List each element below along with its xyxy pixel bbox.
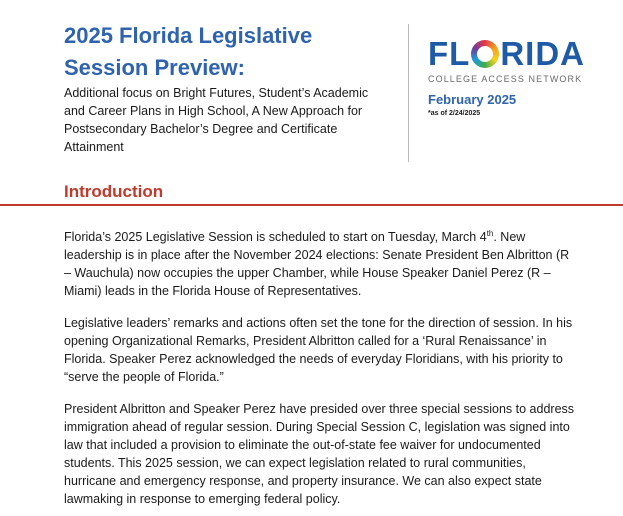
as-of-note: *as of 2/24/2025 xyxy=(428,110,481,117)
logo-word-end: RIDA xyxy=(500,35,585,72)
document-subtitle: Additional focus on Bright Futures, Student’s Academic and Career Plans in High School, A New Approach for Postsecondary Bachelor’s Degree and Certificate Attainment xyxy=(64,86,369,154)
paragraph-1 xyxy=(64,228,578,300)
rainbow-ring-icon xyxy=(471,40,499,68)
section-heading-introduction: Introduction xyxy=(64,182,164,201)
logo-wordmark xyxy=(428,36,618,72)
document-title: 2025 Florida Legislative Session Preview: xyxy=(64,23,313,80)
florida-can-logo xyxy=(428,36,618,84)
header-divider xyxy=(408,24,409,162)
paragraph-1-end: . New leadership is in place after the November 2024 elections: Senate President Ben Albritton (R – Wauchula) now occupies the upper Chamber, while House Speaker Daniel Perez (R – Miami) leads in the Florida House of Representatives. xyxy=(64,230,570,298)
publication-date: February 2025 xyxy=(428,92,517,107)
logo-word-start: FL xyxy=(428,35,471,72)
section-rule xyxy=(0,204,623,206)
logo-tagline: COLLEGE ACCESS NETWORK xyxy=(428,74,583,84)
paragraph-2: Legislative leaders’ remarks and actions often set the tone for the direction of session. In his opening Organizational Remarks, President Albritton called for a ‘Rural Renaissance’ in Florida. Speaker Perez acknowledged the needs of everyday Floridians, with his priority to “serve the people of Florida.” xyxy=(64,316,573,384)
ordinal-suffix: th xyxy=(486,228,494,238)
paragraph-3: President Albritton and Speaker Perez have presided over three special sessions to address immigration ahead of regular session. During Special Session C, legislation was signed into law that included a provision to eliminate the out-of-state fee waiver for undocumented students. This 2025 session, we can expect legislation related to rural communities, hurricane and emergency response, and property insurance. We can also expect state lawmaking in response to emerging federal policy. xyxy=(64,402,575,506)
paragraph-1-start: Florida’s 2025 Legislative Session is scheduled to start on Tuesday, March 4 xyxy=(64,230,487,244)
